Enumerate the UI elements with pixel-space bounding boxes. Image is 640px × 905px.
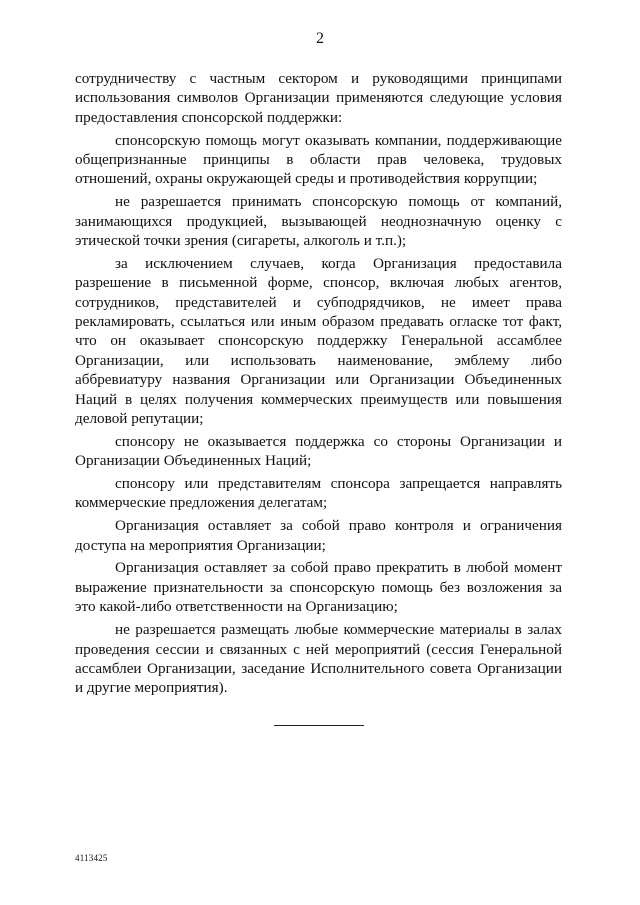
page-number: 2	[316, 30, 324, 47]
paragraph-intro-continuation: сотрудничеству с частным сектором и руководящими принципами использования символов Организации применяются следующие условия предоставления спонсорской поддержки:	[75, 70, 562, 126]
paragraph-condition-no-support: спонсору не оказывается поддержка со стороны Организации и Организации Объединенных Наций;	[75, 432, 562, 470]
paragraph-condition-materials: не разрешается размещать любые коммерческие материалы в залах проведения сессии и связанных с ней мероприятий (сессия Генеральной ассамблеи Организации, заседание Исполнительного совета Организации и другие мероприятия).	[75, 621, 562, 697]
document-code: 4113425	[75, 853, 108, 863]
end-divider	[274, 725, 364, 726]
paragraph-condition-advertising: за исключением случаев, когда Организация предоставила разрешение в письменной форме, спонсор, включая любых агентов, сотрудников, представителей и субподрядчиков, не имеет права рекламировать, ссылаться или иным образом предавать огласке тот факт, что он оказывает спонсорскую поддержку Генеральной ассамблее Организации, или использовать наименование, эмблему либо аббревиатуру названия Организации или Организации Объединенных Наций в целях получения коммерческих преимуществ или повышения деловой репутации;	[75, 254, 562, 428]
paragraph-condition-ethical-products: не разрешается принимать спонсорскую помощь от компаний, занимающихся продукцией, вызывающей неоднозначную оценку с этической точки зрения (сигареты, алкоголь и т.п.);	[75, 193, 562, 250]
paragraph-condition-commercial-offers: спонсору или представителям спонсора запрещается направлять коммерческие предложения делегатам;	[75, 475, 562, 512]
paragraph-condition-access-control: Организация оставляет за собой право контроля и ограничения доступа на мероприятия Организации;	[75, 517, 562, 554]
document-body	[75, 69, 562, 701]
paragraph-condition-human-rights: спонсорскую помощь могут оказывать компании, поддерживающие общепризнанные принципы в области прав человека, трудовых отношений, охраны окружающей среды и противодействия коррупции;	[75, 131, 562, 188]
paragraph-condition-termination: Организация оставляет за собой право прекратить в любой момент выражение признательности за спонсорскую помощь без возложения за это какой-либо ответственности на Организацию;	[75, 559, 562, 616]
